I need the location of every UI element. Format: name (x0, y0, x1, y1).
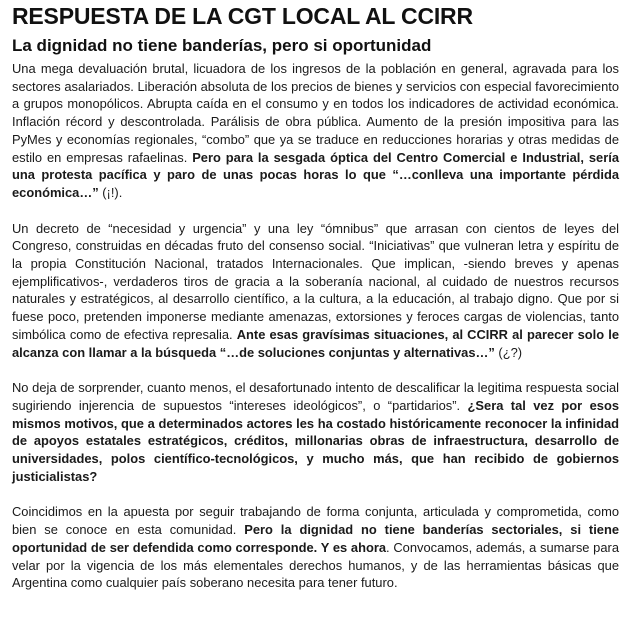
paragraph-1 (12, 60, 619, 202)
paragraph-2 (12, 220, 619, 362)
article-title: RESPUESTA DE LA CGT LOCAL AL CCIRR (12, 3, 473, 29)
paragraph-1-bold: Pero para la sesgada óptica del Centro Comercial e Industrial, sería una protesta pacífica y paro de unas pocas horas lo que “…conlleva una importante pérdida económica…” (12, 149, 619, 200)
paragraph-4-tail: . Convocamos, además, a sumarse para velar por la vigencia de los más elementales derechos humanos, y de las herramientas básicas que Argentina como cualquier país soberano necesita para tener futuro. (12, 539, 619, 591)
paragraph-3-text: No deja de sorprender, cuanto menos, el desafortunado intento de descalificar la legitima respuesta social sugiriendo injerencia de supuestos “intereses ideológicos”, o “partidarios”. (12, 380, 619, 413)
paragraph-4 (12, 503, 619, 592)
paragraph-1-tail: (¡!). (98, 184, 123, 200)
paragraph-4-text: Coincidimos en la apuesta por seguir trabajando de forma conjunta, articulada y comprometida, como bien se conoce en esta comunidad. (12, 504, 619, 538)
paragraph-2-text: Un decreto de “necesidad y urgencia” y una ley “ómnibus” que arrasan con cientos de leyes del Congreso, construidas en décadas fruto del consenso social. “Iniciativas” que vulneran letra y espíritu de la propia Constitución Nacional, tratados Internacionales. Que implican, -siendo breves y apenas ejemplificativos-, verdaderos tiros de gracia a la soberanía nacional, al cuidado de nuestros recursos naturales y estratégicos, al desarrollo científico, a la cultura, a la educación, al trabajo digno. Que por si fuese poco, pretenden imponerse mediante amenazas, extorsiones y feroces cargas de violencias, tanto simbólica como de efectiva represalia. (12, 220, 619, 342)
paragraph-3 (12, 379, 619, 485)
paragraph-4-bold: Pero la dignidad no tiene banderías sectoriales, si tiene oportunidad de ser defendida como corresponde. Y es ahora (12, 522, 619, 555)
paragraph-2-tail: (¿?) (494, 344, 523, 360)
paragraph-2-bold: Ante esas gravísimas situaciones, al CCIRR al parecer solo le alcanza con llamar a la búsqueda “…de soluciones conjuntas y alternativas…” (12, 326, 619, 360)
paragraph-1-text: Una mega devaluación brutal, licuadora de los ingresos de la población en general, agravada para los sectores asalariados. Liberación absoluta de los precios de bienes y servicios con especial favorecimiento a grupos monopólicos. Abrupta caída en el consumo y en todos los indicadores de actividad económica. Inflación récord y descontrolada. Parálisis de obra pública. Aumento de la presión impositiva para las PyMes y economías regionales, “combo” que ya se traduce en reducciones horarias y otras medidas de estilo en empresas rafaelinas. (12, 61, 619, 165)
article-subtitle: La dignidad no tiene banderías, pero si oportunidad (12, 36, 432, 55)
paragraph-3-bold: ¿Sera tal vez por esos mismos motivos, que a determinados actores les ha costado históricamente reconocer la infinidad de apoyos estatales estratégicos, créditos, millonarias obras de infraestructura, desarrollo de universidades, polos científico-tecnológicos, y mucho más, que han recibido de gobiernos justicialistas? (12, 397, 619, 484)
